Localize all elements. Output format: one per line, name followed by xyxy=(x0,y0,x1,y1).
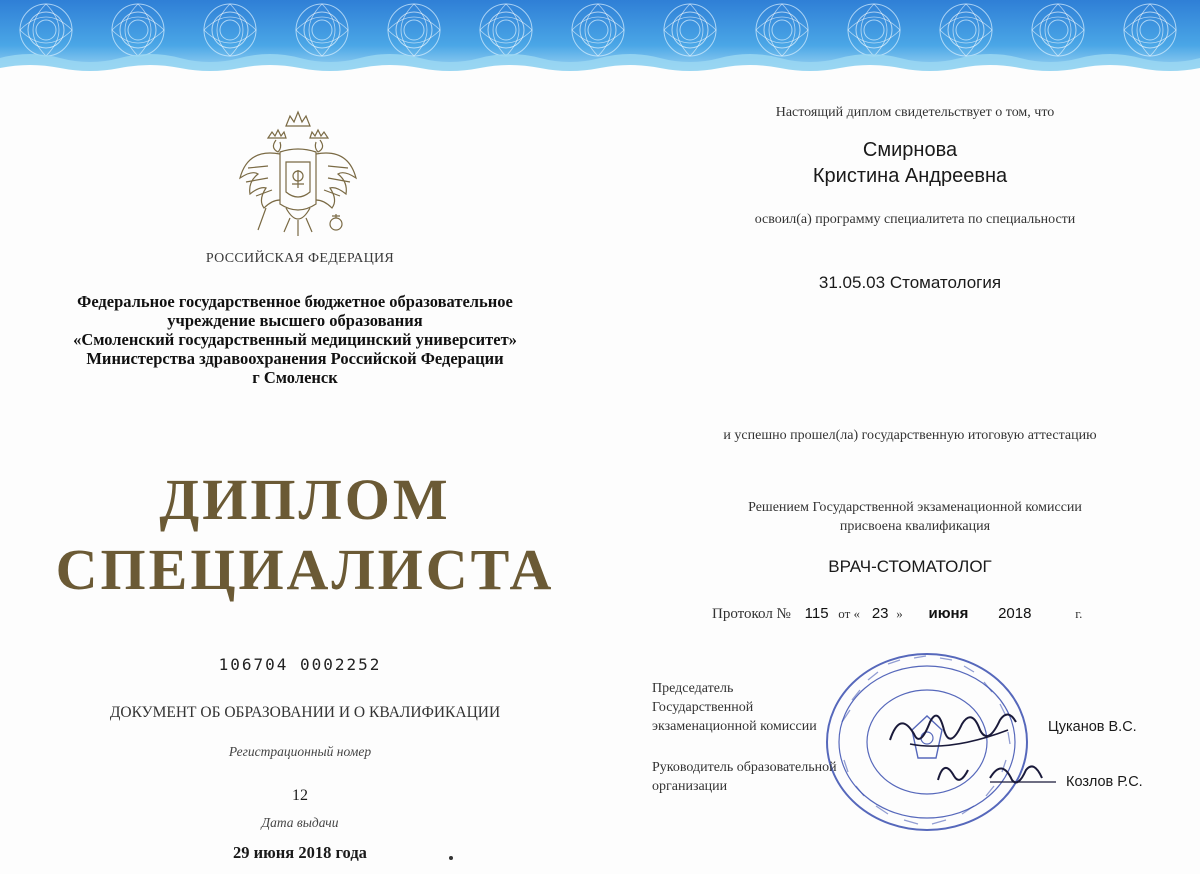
signer-chair-title xyxy=(652,679,817,736)
protocol-line xyxy=(712,605,1082,623)
certifies-text: Настоящий диплом свидетельствует о том, что xyxy=(775,105,1055,120)
signer-chair-name: Цуканов В.С. xyxy=(1048,719,1137,735)
graduate-surname: Смирнова xyxy=(862,139,958,161)
signer-head-title xyxy=(652,758,837,796)
graduate-given-names: Кристина Андреевна xyxy=(812,165,1008,187)
institution-line: Министерства здравоохранения Российской Федерации xyxy=(86,349,504,368)
registration-number-value: 12 xyxy=(292,787,308,804)
signer-title-line: Государственной xyxy=(652,700,754,715)
signer-title-line: Руководитель образовательной xyxy=(652,760,837,775)
protocol-from: от « xyxy=(838,606,861,621)
issue-date-label: Дата выдачи xyxy=(261,815,339,830)
issue-date-value: 29 июня 2018 года xyxy=(233,843,367,862)
signer-title-line: экзаменационной комиссии xyxy=(652,719,817,734)
attestation-text: и успешно прошел(ла) государственную итоговую аттестацию xyxy=(723,428,1097,443)
signer-title-line: организации xyxy=(652,779,728,794)
russian-coat-of-arms-icon xyxy=(228,108,368,248)
diploma-title-line2: СПЕЦИАЛИСТА xyxy=(55,537,555,602)
protocol-label: Протокол № xyxy=(712,606,791,622)
signer-head-name: Козлов Р.С. xyxy=(1066,774,1143,790)
protocol-year-suffix: г. xyxy=(1075,606,1083,621)
institution-line: «Смоленский государственный медицинский университет» xyxy=(73,330,517,349)
protocol-month: июня xyxy=(928,605,969,622)
commission-line: Решением Государственной экзаменационной комиссии xyxy=(748,500,1082,515)
institution-line: учреждение высшего образования xyxy=(167,311,423,330)
diploma-serial-number: 106704 0002252 xyxy=(218,655,382,674)
institution-line: г Смоленск xyxy=(252,368,338,387)
institution-name xyxy=(40,292,550,387)
institution-line: Федеральное государственное бюджетное образовательное xyxy=(77,292,513,311)
diploma-title-line1: ДИПЛОМ xyxy=(159,467,451,532)
protocol-close-quote: » xyxy=(896,606,903,621)
document-type-label: ДОКУМЕНТ ОБ ОБРАЗОВАНИИ И О КВАЛИФИКАЦИИ xyxy=(109,704,501,721)
specialty-value: 31.05.03 Стоматология xyxy=(818,273,1002,292)
commission-line: присвоена квалификация xyxy=(839,519,991,534)
protocol-day: 23 xyxy=(871,605,889,622)
commission-text xyxy=(680,498,1150,536)
protocol-year: 2018 xyxy=(998,605,1032,622)
guilloche-banner xyxy=(0,0,1200,82)
signature-rector xyxy=(930,752,1060,792)
signer-title-line: Председатель xyxy=(652,681,734,696)
banner-pattern xyxy=(0,0,1200,82)
signature-chair xyxy=(880,700,1030,760)
emblem-caption: РОССИЙСКАЯ ФЕДЕРАЦИЯ xyxy=(205,251,395,266)
protocol-number: 115 xyxy=(804,605,829,622)
ink-dot xyxy=(449,856,453,860)
qualification-value: ВРАЧ-СТОМАТОЛОГ xyxy=(828,557,992,576)
registration-number-label: Регистрационный номер xyxy=(228,744,372,759)
program-text: освоил(а) программу специалитета по специальности xyxy=(754,212,1076,227)
